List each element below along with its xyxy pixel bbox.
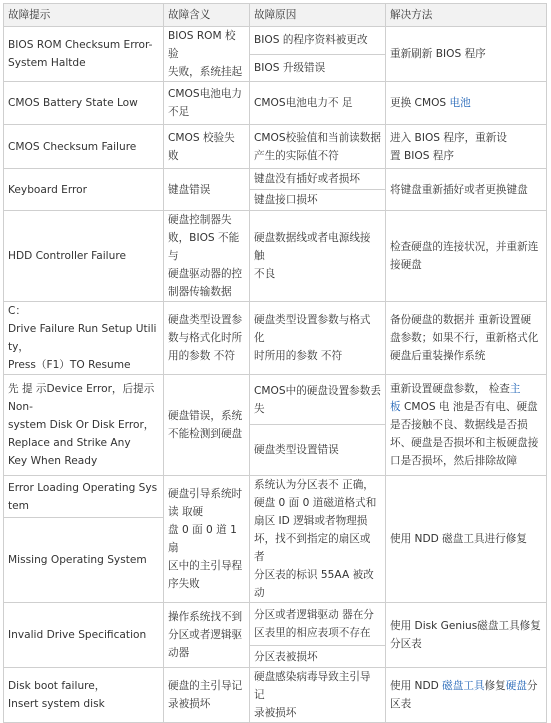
text-line: Press（F1）TO Resume xyxy=(8,359,131,371)
table-row xyxy=(4,603,547,646)
text-line: 硬盘感染病毒导致主引导记 xyxy=(254,671,371,701)
text-line: 区中的主引导程 xyxy=(168,560,243,572)
text-line: 硬盘驱动器的控 xyxy=(168,268,243,280)
text-line xyxy=(390,398,542,416)
solution-cell xyxy=(386,169,547,211)
text-segment: 修复 xyxy=(484,680,506,692)
prompt-cell xyxy=(4,603,164,668)
text-line: 使用 NDD 磁盘工具进行修复 xyxy=(390,533,527,545)
text-line: Non- xyxy=(8,401,33,413)
prompt-cell xyxy=(4,125,164,169)
text-line: CMOS校验值和当前读数据 xyxy=(254,131,381,144)
text-line: 盘参数；如果不行，重新格式化 xyxy=(390,332,539,344)
meaning-cell xyxy=(164,27,250,82)
text-line: 先 提 示Device Error，后提示 xyxy=(8,383,155,395)
text-line: 将键盘重新插好或者更换键盘 xyxy=(390,183,528,196)
text-segment: 重新设置硬盘参数， 检查 xyxy=(390,383,510,395)
text-line: 键盘没有插好或者损坏 xyxy=(254,173,360,185)
text-line: 检查硬盘的连接状况，并重新连 xyxy=(390,241,539,253)
text-segment: CMOS 电 池是否有电、硬盘 xyxy=(400,401,538,413)
cause-cell xyxy=(250,476,386,603)
text-line: 硬盘控制器失 xyxy=(168,214,232,226)
text-line: 硬盘引导系统时 xyxy=(168,488,243,500)
text-line: Drive Failure Run Setup Utility， xyxy=(8,323,157,353)
text-line: 操作系统找不到 xyxy=(168,611,243,623)
text-line: 系统认为分区表不 正确， xyxy=(254,479,374,491)
header-meaning: 故障含义 xyxy=(164,4,250,27)
text-line: system Disk Or Disk Error， xyxy=(8,419,155,431)
text-line: 分区或者逻辑驱动 器在分 xyxy=(254,609,374,621)
text-line: Keyboard Error xyxy=(8,183,87,196)
text-line: 败，BIOS 不能与 xyxy=(168,232,240,262)
cause-cell xyxy=(250,125,386,169)
text-line: 分区表的标识 55AA 被改动 xyxy=(254,569,374,599)
text-line: 区表里的相应表项不存在 xyxy=(254,627,371,639)
text-line: BIOS ROM Checksum Error- xyxy=(8,39,153,51)
meaning-cell xyxy=(164,82,250,125)
battery-link[interactable]: 电池 xyxy=(449,97,471,109)
text-line: 进入 BIOS 程序，重新设 xyxy=(390,131,507,144)
cause-cell xyxy=(250,375,386,425)
text-line: 录被损坏 xyxy=(168,698,211,710)
prompt-cell xyxy=(4,302,164,375)
meaning-cell xyxy=(164,211,250,302)
prompt-cell xyxy=(4,211,164,302)
text-line: CMOS电池电力不 足 xyxy=(254,97,353,109)
meaning-cell xyxy=(164,302,250,375)
text-line: 区表 xyxy=(390,698,412,710)
text-line: 键盘错误 xyxy=(168,183,211,196)
text-line: CMOS中的硬盘设置参数丢 xyxy=(254,384,381,397)
table-row xyxy=(4,125,547,169)
motherboard-link[interactable]: 板 xyxy=(390,401,401,413)
text-line: HDD Controller Failure xyxy=(8,250,126,262)
header-solution: 解决方法 xyxy=(386,4,547,27)
text-line: 硬盘数据线或者电源线接触 xyxy=(254,232,371,262)
cause-cell xyxy=(250,27,386,55)
prompt-cell xyxy=(4,476,164,518)
text-line: BIOS ROM 校验 xyxy=(168,30,236,60)
table-row xyxy=(4,375,547,425)
text-line: Error Loading Operating System xyxy=(8,481,158,512)
text-segment: 使用 NDD xyxy=(390,680,443,692)
prompt-cell xyxy=(4,518,164,603)
text-line: 键盘接口损坏 xyxy=(254,194,318,206)
table-row xyxy=(4,27,547,55)
text-line: Insert system disk xyxy=(8,698,105,710)
meaning-cell xyxy=(164,169,250,211)
solution-cell xyxy=(386,476,547,603)
solution-cell xyxy=(386,375,547,476)
text-line: 产生的实际值不符 xyxy=(254,149,339,162)
cause-cell xyxy=(250,668,386,723)
text-line: 硬盘类型设置参 xyxy=(168,314,243,326)
meaning-cell xyxy=(164,668,250,723)
cause-cell xyxy=(250,302,386,375)
text-line: CMOS Battery State Low xyxy=(8,97,138,109)
text-line: 制器传输数据 xyxy=(168,286,232,298)
text-line: 分区或者逻辑驱 xyxy=(168,629,243,641)
text-line: 不足 xyxy=(168,106,190,118)
header-cause: 故障原因 xyxy=(250,4,386,27)
text-line xyxy=(390,380,542,398)
prompt-cell xyxy=(4,668,164,723)
cause-cell xyxy=(250,190,386,211)
text-line: Missing Operating System xyxy=(8,554,147,567)
text-line: 分区表被损坏 xyxy=(254,650,318,663)
text-line: 读 取硬 xyxy=(168,506,204,518)
prompt-cell xyxy=(4,375,164,476)
table-row xyxy=(4,476,547,518)
meaning-cell xyxy=(164,476,250,603)
header-row xyxy=(4,4,547,27)
text-line: C： xyxy=(8,305,26,317)
solution-cell xyxy=(386,125,547,169)
text-line: 动器 xyxy=(168,647,190,659)
text-line: BIOS 的程序资料被更改 xyxy=(254,34,368,47)
text-line: 序失败 xyxy=(168,578,200,590)
solution-cell xyxy=(386,302,547,375)
text-segment: 分 xyxy=(526,680,538,692)
cause-cell xyxy=(250,54,386,82)
text-line: 硬盘的主引导记 xyxy=(168,680,243,692)
text-line: 硬盘类型设置参数与格式化 xyxy=(254,314,371,344)
table-row xyxy=(4,668,547,723)
table-row xyxy=(4,302,547,375)
solution-cell xyxy=(386,82,547,125)
solution-cell xyxy=(386,603,547,668)
text-line: 失 xyxy=(254,402,265,415)
text-line: 用的参数 不符 xyxy=(168,350,235,362)
text-line: CMOS电池电力 xyxy=(168,88,242,100)
text-line: 硬盘后重装操作系统 xyxy=(390,350,486,362)
text-line: 硬盘错误，系统 xyxy=(168,410,243,422)
text-line: 使用 Disk Genius磁盘工具修复 xyxy=(390,620,541,632)
text-line: 置 BIOS 程序 xyxy=(390,149,454,162)
text-line: 是否接触不良、数据线是否损 xyxy=(390,419,528,431)
text-line: 硬盘类型设置错误 xyxy=(254,444,339,456)
solution-cell xyxy=(386,668,547,723)
text-line: 更换 CMOS xyxy=(390,97,450,109)
prompt-cell xyxy=(4,82,164,125)
text-line: 时所用的参数 不符 xyxy=(254,350,343,362)
prompt-cell xyxy=(4,169,164,211)
text-line: 扇区 ID 逻辑或者物理损 xyxy=(254,515,368,527)
meaning-cell xyxy=(164,375,250,476)
text-line: 不能检测到硬盘 xyxy=(168,428,243,440)
text-line: System Haltde xyxy=(8,57,86,69)
text-line: 接硬盘 xyxy=(390,259,422,271)
text-line: BIOS 升级错误 xyxy=(254,61,326,74)
solution-cell xyxy=(386,211,547,302)
motherboard-link[interactable]: 主 xyxy=(509,383,521,395)
text-line: 备份硬盘的数据并 重新设置硬 xyxy=(390,314,532,326)
text-line: 坏、硬盘是否损坏和主板硬盘接 xyxy=(390,437,539,449)
text-line: 重新刷新 BIOS 程序 xyxy=(390,48,486,60)
text-line: 录被损坏 xyxy=(254,707,297,719)
text-line: CMOS 校验失败 xyxy=(168,131,235,162)
text-line: 口是否损坏，然后排除故障 xyxy=(390,455,518,467)
fault-table xyxy=(3,3,547,723)
text-line: 失败，系统挂起 xyxy=(168,66,243,78)
cause-cell xyxy=(250,603,386,646)
text-line: 不良 xyxy=(254,268,276,280)
text-line: CMOS Checksum Failure xyxy=(8,140,137,153)
text-line: Invalid Drive Specification xyxy=(8,629,147,641)
text-line xyxy=(390,677,542,695)
cause-cell xyxy=(250,82,386,125)
meaning-cell xyxy=(164,603,250,668)
text-line: 硬盘 0 面 0 道磁道格式和 xyxy=(254,497,377,509)
text-line: 数与格式化时所 xyxy=(168,332,243,344)
solution-cell xyxy=(386,27,547,82)
table-row xyxy=(4,82,547,125)
text-line: 分区表 xyxy=(390,638,422,650)
hard-disk-link[interactable]: 硬盘 xyxy=(505,680,527,692)
cause-cell xyxy=(250,211,386,302)
prompt-cell xyxy=(4,27,164,82)
table-row xyxy=(4,169,547,190)
cause-cell xyxy=(250,646,386,668)
text-line: Replace and Strike Any xyxy=(8,437,131,449)
header-prompt: 故障提示 xyxy=(4,4,164,27)
text-line: Disk boot failure， xyxy=(8,680,106,692)
text-line: Key When Ready xyxy=(8,455,98,467)
cause-cell xyxy=(250,425,386,476)
cause-cell xyxy=(250,169,386,190)
disk-tool-link[interactable]: 磁盘工具 xyxy=(442,680,485,692)
meaning-cell xyxy=(164,125,250,169)
text-line: 盘 0 面 0 道 1 扇 xyxy=(168,524,237,554)
table-row xyxy=(4,211,547,302)
text-line: 坏，找不到指定的扇区或者 xyxy=(254,533,371,563)
